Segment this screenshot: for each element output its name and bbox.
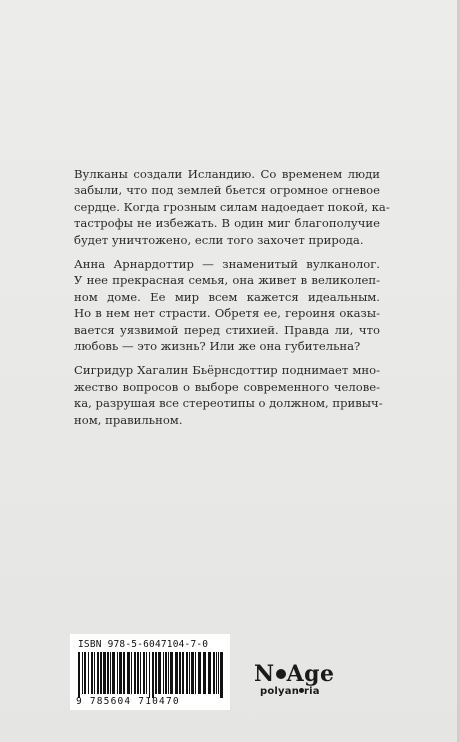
logo-dot-icon (276, 669, 286, 679)
text-line: ном доме. Ее мир всем кажется идеальным. (74, 289, 380, 304)
logo-sub-right: ria (304, 686, 320, 697)
paragraph-3 (74, 362, 383, 428)
text-line: ном, правильном. (74, 412, 183, 427)
isbn-barcode (70, 634, 230, 710)
text-line: сердце. Когда грозным силам надоедает покой, ка- (74, 199, 390, 214)
logo-noage (254, 662, 334, 686)
text-line: Вулканы создали Исландию. Со временем люди (74, 167, 380, 181)
text-line: тастрофы не избежать. В один миг благополучие (74, 216, 380, 231)
logo-main-left: N (254, 661, 275, 687)
paragraph-1 (74, 166, 390, 248)
text-line: забыли, что под землей бьется огромное огневое (74, 183, 380, 198)
paragraph-2 (74, 256, 380, 354)
text-line: будет уничтожено, если того захочет природа. (74, 232, 364, 247)
text-line: ка, разрушая все стереотипы о должном, привыч- (74, 396, 383, 411)
publisher-logo (254, 662, 334, 698)
barcode-digits: 9 785604 710470 (76, 696, 180, 707)
text-line: Но в нем нет страсти. Обретя ее, героиня оказы- (74, 306, 380, 321)
text-line: У нее прекрасная семья, она живет в великолеп- (74, 273, 380, 288)
logo-main-right: Age (286, 661, 335, 687)
logo-polyandria (260, 686, 334, 698)
text-line: жество вопросов о выборе современного челове- (74, 379, 380, 394)
logo-sub-left: polyan (260, 686, 300, 697)
description-text (74, 166, 390, 436)
text-line: вается уязвимой перед стихией. Правда ли, что (74, 322, 380, 337)
text-line: Сигридур Хагалин Бьёрнсдоттир поднимает мно- (74, 363, 380, 378)
text-line: любовь — это жизнь? Или же она губительна? (74, 339, 361, 354)
isbn-number: ISBN 978-5-6047104-7-0 (78, 639, 209, 650)
text-line: Анна Арнардоттир — знаменитый вулканолог. (74, 257, 380, 272)
barcode-icon (76, 652, 226, 698)
